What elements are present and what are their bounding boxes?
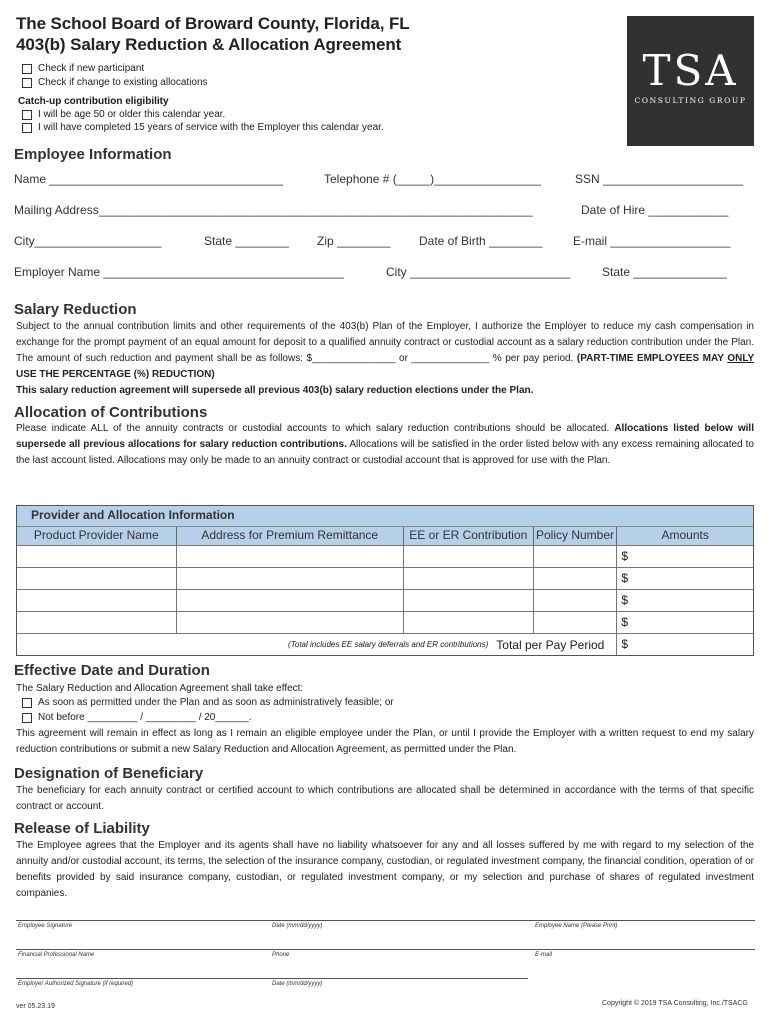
contribution-cell[interactable] [404, 546, 534, 567]
email-label: E-mail [535, 952, 553, 958]
allocation-text [16, 421, 754, 469]
release-heading: Release of Liability [14, 820, 150, 837]
col-amounts: Amounts [661, 528, 709, 542]
date-label-2: Date (mm/dd/yyyy) [272, 981, 323, 987]
change-allocations-checkbox[interactable] [22, 78, 32, 88]
supersede-note: This salary reduction agreement will supersede all previous 403(b) salary reduction elections under the Plan. [16, 385, 534, 396]
table-row [17, 589, 753, 611]
phone-label: Phone [272, 952, 290, 958]
parttime-note-b: USE THE PERCENTAGE (%) REDUCTION) [16, 369, 215, 380]
employer-state-field[interactable]: State ______________ [602, 265, 727, 279]
provider-allocation-table [16, 505, 754, 656]
catchup-age-row [22, 109, 225, 120]
allocation-heading: Allocation of Contributions [14, 404, 208, 421]
allocation-body-start: Please indicate ALL of the annuity contracts or custodial accounts to which salary reduction contributions should be allocated. [16, 423, 615, 434]
salary-reduction-text [16, 319, 754, 399]
mailing-address-field[interactable]: Mailing Address_________________________________________________________________ [14, 203, 533, 217]
allocation-body-bold: Allocations listed below will supersede all previous allocations for salary reduction contributions. [16, 423, 754, 450]
contribution-cell[interactable] [404, 612, 534, 633]
address-cell[interactable] [177, 546, 404, 567]
table-row [17, 611, 753, 633]
policy-cell[interactable] [534, 546, 618, 567]
col-policy-number: Policy Number [534, 527, 618, 545]
total-note: (Total includes EE salary deferrals and ER contributions) [288, 640, 489, 649]
amount-cell[interactable]: $ [621, 593, 629, 607]
new-participant-row [22, 63, 144, 74]
provider-cell[interactable] [17, 568, 177, 589]
financial-professional-label: Financial Professional Name [18, 952, 95, 958]
signature-line-2[interactable] [16, 949, 755, 950]
table-header-row [17, 526, 753, 545]
name-field[interactable]: Name ___________________________________ [14, 172, 283, 186]
city-field[interactable]: City___________________ [14, 234, 162, 248]
col-contribution: EE or ER Contribution [404, 527, 534, 545]
salary-reduction-heading: Salary Reduction [14, 301, 137, 318]
amount-cell[interactable]: $ [621, 615, 629, 629]
effective-opt1-label: As soon as permitted under the Plan and as soon as administratively feasible; or [38, 697, 394, 708]
employee-info-heading: Employee Information [14, 146, 172, 163]
ssn-field[interactable]: SSN _____________________ [575, 172, 744, 186]
catchup-service-checkbox[interactable] [22, 123, 32, 133]
col-provider-name: Product Provider Name [17, 527, 177, 545]
beneficiary-body: The beneficiary for each annuity contract or certified account to which contributions are allocated shall be determined in accordance with the terms of that specific contract or account. [16, 785, 754, 812]
employer-city-field[interactable]: City ________________________ [386, 265, 571, 279]
address-cell[interactable] [177, 568, 404, 589]
zip-field[interactable]: Zip ________ [317, 234, 391, 248]
change-allocations-row [22, 77, 208, 88]
total-label: Total per Pay Period [496, 637, 605, 652]
telephone-field[interactable]: Telephone # (_____)________________ [324, 172, 541, 186]
address-cell[interactable] [177, 590, 404, 611]
form-title-line2: 403(b) Salary Reduction & Allocation Agreement [16, 35, 402, 54]
col-address: Address for Premium Remittance [177, 527, 404, 545]
amount-cell[interactable]: $ [621, 549, 629, 563]
policy-cell[interactable] [534, 590, 618, 611]
total-label-cell [17, 634, 617, 655]
signature-line-1[interactable] [16, 920, 755, 921]
table-row [17, 545, 753, 567]
effective-intro: The Salary Reduction and Allocation Agreement shall take effect: [16, 683, 304, 694]
date-of-hire-field[interactable]: Date of Hire ____________ [581, 203, 729, 217]
contribution-cell[interactable] [404, 568, 534, 589]
employer-signature-label: Employer Authorized Signature (if required) [18, 981, 134, 987]
date-label-1: Date (mm/dd/yyyy) [272, 923, 323, 929]
tsa-logo [627, 16, 754, 146]
employer-name-field[interactable]: Employer Name ____________________________________ [14, 265, 344, 279]
employee-signature-label: Employee Signature [18, 923, 73, 929]
effective-opt1-checkbox[interactable] [22, 698, 32, 708]
catchup-age-label: I will be age 50 or older this calendar year. [38, 109, 226, 120]
copyright-label: Copyright © 2019 TSA Consulting, Inc./TSACG [602, 1000, 748, 1007]
catchup-heading: Catch-up contribution eligibility [18, 96, 169, 107]
address-cell[interactable] [177, 612, 404, 633]
effective-opt2-checkbox[interactable] [22, 713, 32, 723]
policy-cell[interactable] [534, 612, 618, 633]
provider-cell[interactable] [17, 612, 177, 633]
catchup-age-checkbox[interactable] [22, 110, 32, 120]
employee-name-label: Employee Name (Please Print) [535, 923, 618, 929]
amount-cell[interactable]: $ [621, 571, 629, 585]
catchup-service-row [22, 122, 384, 133]
change-allocations-label: Check if change to existing allocations [38, 77, 208, 88]
new-participant-label: Check if new participant [38, 63, 145, 74]
salary-body: Subject to the annual contribution limits and other requirements of the 403(b) Plan of the Employer, I authorize the Employer to reduce my cash compensation in exchange for the prompt payment of an equal amount for deposit to a qualified annuity contract or custodial account as a salary reduction contribution under the Plan. The amount of such reduction and payment shall be as follows: $_______________ or ______________ % per pay period. [16, 321, 754, 364]
table-row [17, 567, 753, 589]
new-participant-checkbox[interactable] [22, 64, 32, 74]
logo-tagline: CONSULTING GROUP [634, 96, 747, 105]
catchup-service-label: I will have completed 15 years of service with the Employer this calendar year. [38, 122, 384, 133]
effective-opt2-label: Not before _________ / _________ / 20______. [38, 712, 252, 723]
effective-opt2-row [22, 712, 252, 723]
email-field[interactable]: E-mail __________________ [573, 234, 731, 248]
contribution-cell[interactable] [404, 590, 534, 611]
allocation-body-end: Allocations will be satisfied in the order listed below with any excess remaining allocated to the last account listed. Allocations may only be made to an annuity contract or custodial account that is approved for use with the Plan. [16, 439, 754, 466]
version-label: ver 05.23.19 [16, 1003, 55, 1010]
policy-cell[interactable] [534, 568, 618, 589]
table-total-row [17, 633, 753, 655]
table-title: Provider and Allocation Information [17, 506, 753, 526]
effective-body: This agreement will remain in effect as long as I remain an eligible employee under the Plan, or until I provide the Employer with a written request to end my salary reduction contributions or submit a new Salary Reduction and Allocation Agreement, as permitted under the Plan. [16, 728, 754, 755]
provider-cell[interactable] [17, 546, 177, 567]
state-field[interactable]: State ________ [204, 234, 289, 248]
date-of-birth-field[interactable]: Date of Birth ________ [419, 234, 543, 248]
beneficiary-heading: Designation of Beneficiary [14, 765, 204, 782]
signature-line-3[interactable] [16, 978, 528, 979]
form-title-line1: The School Board of Broward County, Florida, FL [16, 14, 410, 33]
parttime-only: ONLY [727, 353, 754, 364]
parttime-note-a: (PART-TIME EMPLOYEES MAY [576, 353, 728, 364]
provider-cell[interactable] [17, 590, 177, 611]
effective-opt1-row [22, 697, 394, 708]
logo-name: TSA [642, 46, 739, 95]
release-body: The Employee agrees that the Employer and its agents shall have no liability whatsoever for any and all losses suffered by me with regard to my selection of the annuity and/or custodial account, its terms, the selection of the insurance company, custodian, or regulated investment company, the financial condition, operation of or benefits provided by said insurance company, custodian, or regulated investment company, or my selection and purchase of shares of regulated investment companies. [16, 840, 754, 899]
effective-date-heading: Effective Date and Duration [14, 662, 210, 679]
total-amount-cell[interactable]: $ [621, 637, 629, 651]
